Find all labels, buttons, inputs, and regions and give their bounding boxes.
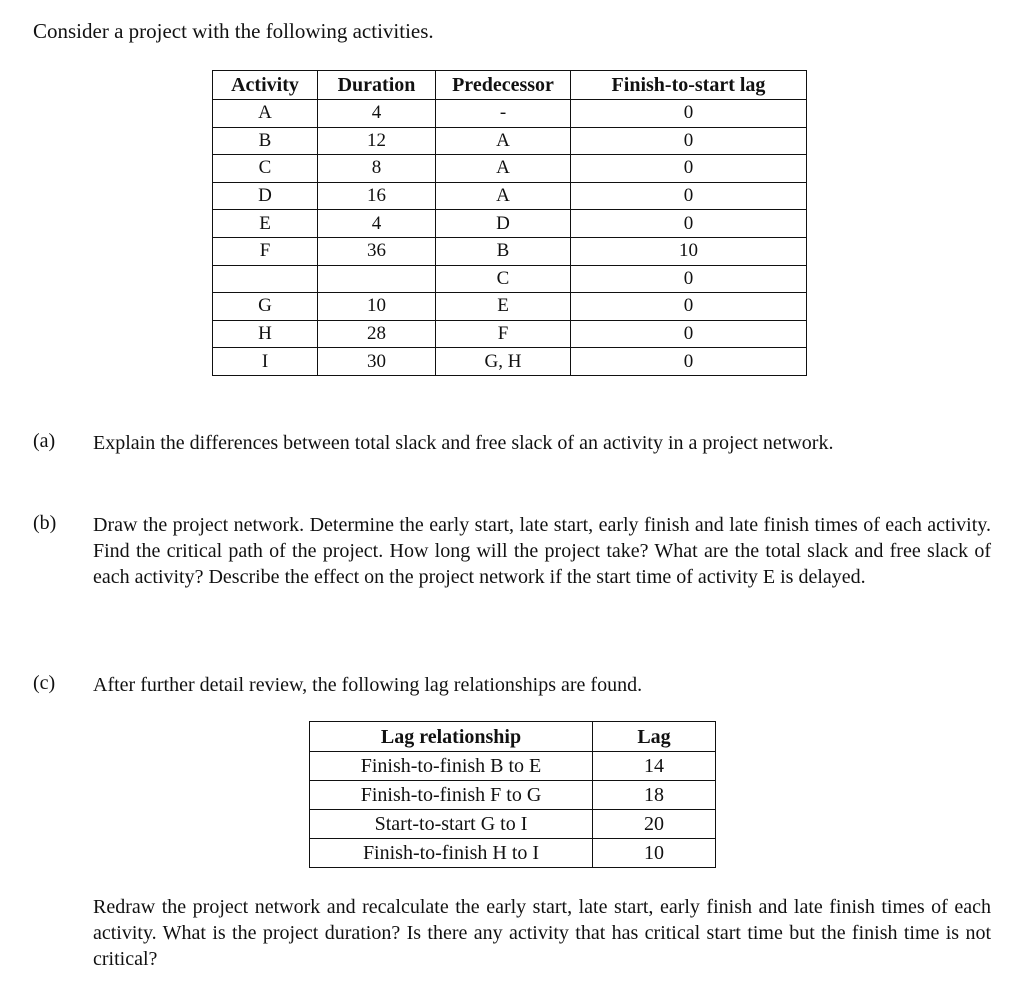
- cell-lag-relationship: Finish-to-finish B to E: [310, 752, 593, 781]
- cell-lag: 10: [571, 237, 807, 265]
- cell-lag-value: 10: [593, 839, 716, 868]
- cell-activity: B: [213, 127, 318, 155]
- question-a-text: Explain the differences between total slack and free slack of an activity in a project network.: [93, 432, 834, 454]
- question-a-label: (a): [33, 430, 56, 452]
- cell-duration: [318, 265, 436, 293]
- cell-lag: 0: [571, 210, 807, 238]
- table-row: [213, 100, 807, 128]
- cell-activity: D: [213, 182, 318, 210]
- cell-lag: 0: [571, 293, 807, 321]
- table-row: [310, 839, 716, 868]
- cell-predecessor: D: [436, 210, 571, 238]
- cell-lag: 0: [571, 320, 807, 348]
- cell-activity: G: [213, 293, 318, 321]
- table-header-row: [310, 722, 716, 752]
- cell-lag: 0: [571, 100, 807, 128]
- table-row: [213, 127, 807, 155]
- cell-duration: 8: [318, 155, 436, 183]
- cell-activity: C: [213, 155, 318, 183]
- cell-duration: 4: [318, 210, 436, 238]
- cell-predecessor: C: [436, 265, 571, 293]
- cell-lag: 0: [571, 348, 807, 376]
- cell-activity: [213, 265, 318, 293]
- cell-lag: 0: [571, 182, 807, 210]
- cell-duration: 36: [318, 237, 436, 265]
- activity-table: [212, 70, 807, 376]
- cell-predecessor: -: [436, 100, 571, 128]
- cell-lag-value: 20: [593, 810, 716, 839]
- cell-duration: 16: [318, 182, 436, 210]
- table-row: [213, 293, 807, 321]
- cell-predecessor: B: [436, 237, 571, 265]
- table-row: [310, 752, 716, 781]
- cell-activity: F: [213, 237, 318, 265]
- question-b-label: (b): [33, 512, 57, 534]
- table-row: [213, 265, 807, 293]
- cell-predecessor: A: [436, 182, 571, 210]
- cell-activity: A: [213, 100, 318, 128]
- cell-lag: 0: [571, 127, 807, 155]
- cell-duration: 10: [318, 293, 436, 321]
- cell-lag-value: 18: [593, 781, 716, 810]
- table-row: [213, 155, 807, 183]
- table-row: [213, 237, 807, 265]
- lag-relationship-table: [309, 721, 716, 868]
- table-row: [213, 320, 807, 348]
- cell-lag: 0: [571, 155, 807, 183]
- header-predecessor: Predecessor: [436, 71, 571, 100]
- table-row: [213, 182, 807, 210]
- question-c-label: (c): [33, 672, 56, 694]
- cell-activity: H: [213, 320, 318, 348]
- cell-duration: 30: [318, 348, 436, 376]
- cell-lag-relationship: Finish-to-finish F to G: [310, 781, 593, 810]
- cell-predecessor: G, H: [436, 348, 571, 376]
- header-fs-lag: Finish-to-start lag: [571, 71, 807, 100]
- cell-predecessor: A: [436, 155, 571, 183]
- cell-predecessor: A: [436, 127, 571, 155]
- cell-lag-relationship: Finish-to-finish H to I: [310, 839, 593, 868]
- header-lag: Lag: [593, 722, 716, 752]
- header-activity: Activity: [213, 71, 318, 100]
- question-b-text: Draw the project network. Determine the early start, late start, early finish and late finish times of each activity. Find the critical path of the project. How long will the project take? What are the total slack and free slack of each activity? Describe the effect on the project network if the start time of activity E is delayed.: [93, 514, 991, 588]
- question-c-followup: Redraw the project network and recalculate the early start, late start, early finish and late finish times of each activity. What is the project duration? Is there any activity that has critical start time but the finish time is not critical?: [93, 896, 991, 970]
- cell-activity: I: [213, 348, 318, 376]
- cell-lag: 0: [571, 265, 807, 293]
- table-row: [310, 810, 716, 839]
- intro-text: Consider a project with the following activities.: [33, 19, 434, 43]
- cell-predecessor: F: [436, 320, 571, 348]
- table-row: [213, 210, 807, 238]
- table-row: [310, 781, 716, 810]
- cell-duration: 28: [318, 320, 436, 348]
- table-header-row: [213, 71, 807, 100]
- cell-duration: 12: [318, 127, 436, 155]
- header-duration: Duration: [318, 71, 436, 100]
- table-row: [213, 348, 807, 376]
- cell-duration: 4: [318, 100, 436, 128]
- cell-activity: E: [213, 210, 318, 238]
- cell-lag-value: 14: [593, 752, 716, 781]
- question-c-text: After further detail review, the following lag relationships are found.: [93, 674, 643, 696]
- cell-predecessor: E: [436, 293, 571, 321]
- header-lag-relationship: Lag relationship: [310, 722, 593, 752]
- cell-lag-relationship: Start-to-start G to I: [310, 810, 593, 839]
